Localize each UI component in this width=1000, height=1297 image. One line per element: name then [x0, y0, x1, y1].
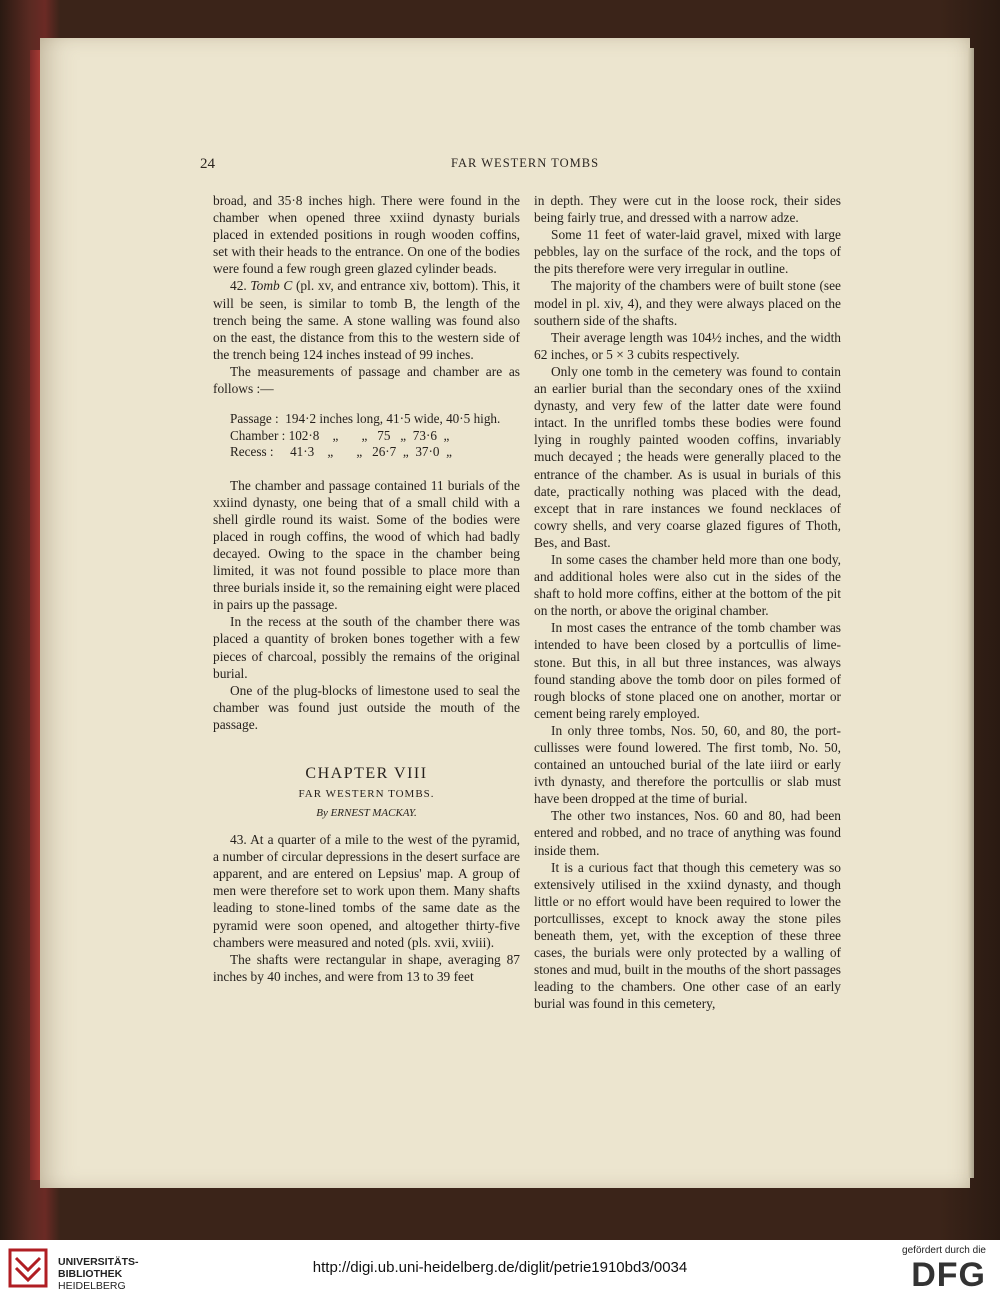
paragraph: The chamber and passage contained 11 burials of the xxiind dynasty, one being that of a small child with a shell girdle round its waist. Some of the bodies were placed in rough coffins, the wood of which had badly decayed. Owing to the space in the chamber being limited, it was not found possible to place more than three burials inside it, so the remaining eight were placed in pairs up the passage. — [213, 477, 520, 613]
paragraph: 43. At a quarter of a mile to the west of the pyramid, a number of circular depressions in the desert surface are apparent, and are entered on Lepsius' map. A group of men were therefore set to work upon them. Many shafts leading to stone-lined tombs of the same date as the pyramid were soon opened, and altogether thirty-five chambers were measured and noted (pls. xvii, xviii). — [213, 832, 520, 950]
paragraph: The measurements of passage and chamber are as follows :— — [213, 363, 520, 397]
page-number: 24 — [200, 156, 215, 172]
paragraph: In most cases the entrance of the tomb chamber was intended to have been closed by a portcullis of lime-stone. But this, in all but three instances, was always found standing above the tomb door on piles formed of rough blocks of stone placed one on another, mortar or cement being rarely employed. — [534, 620, 841, 721]
paragraph: In some cases the chamber held more than one body, and additional holes were also cut in the sides of the shaft to hold more coffins, either at the bottom of the pit on the north, or above the original chamber. — [534, 551, 841, 619]
running-title: FAR WESTERN TOMBS — [450, 156, 600, 170]
running-head — [200, 156, 850, 176]
page-edge — [968, 48, 974, 1178]
chapter-number: CHAPTER VIII — [305, 765, 428, 783]
measurement-row: Recess : 41·3 „ „ 26·7 „ 37·0 „ — [230, 444, 452, 460]
paragraph: Some 11 feet of water-laid gravel, mixed with large pebbles, lay on the surface of the rock, and the tops of the pits therefore were very irregular in outline. — [534, 227, 841, 277]
paragraph: One of the plug-blocks of limestone used to seal the chamber was found just outside the mouth of the passage. — [213, 682, 520, 732]
paragraph: broad, and 35·8 inches high. There were found in the chamber when opened three xxiind dynasty burials placed in extended positions in rough wooden coffins, set with their heads to the entrance. On one of the bodies were found a few rough green glazed cylinder beads. — [213, 193, 520, 277]
paragraph: It is a curious fact that though this cemetery was so extensively utilised in the xxiind dynasty, and though little or no effort would have been required to lower the portcullisses, except to knock away the stone piles beneath them, yet, with the exception of these three cases, the burials were only protected by a walling of stones and mud, built in the mouths of the short passages leading to the chambers. One other case of an early burial was found in this cemetery, — [534, 859, 841, 1012]
chapter-author: By ERNEST MACKAY. — [316, 807, 417, 820]
paragraph: In the recess at the south of the chamber there was placed a quantity of broken bones together with a few pieces of charcoal, possibly the remains of the original burial. — [213, 614, 520, 681]
paragraph: The majority of the chambers were of built stone (see model in pl. xiv, 4), and they were always placed on the southern side of the shafts. — [534, 278, 841, 328]
paragraph: 42. Tomb C (pl. xv, and entrance xiv, bottom). This, it will be seen, is similar to tomb B, the length of the trench being the same. A stone walling was found also on the east, the distance from this to the western side of the trench being 124 inches instead of 99 inches. — [213, 278, 520, 362]
chapter-title: FAR WESTERN TOMBS. — [298, 788, 435, 801]
tomb-c-title: Tomb C — [250, 278, 293, 294]
measurement-row: Chamber : 102·8 „ „ 75 „ 73·6 „ — [230, 427, 450, 443]
paragraph: In only three tombs, Nos. 50, 60, and 80, the port-cullisses were found lowered. The first tomb, No. 50, contained an untouched burial of the late iiird or early ivth dynasty, and therefore the portcullis or slab must have been dropped at the time of burial. — [534, 722, 841, 807]
library-name: UNIVERSITÄTS- BIBLIOTHEK HEIDELBERG — [58, 1256, 139, 1292]
permalink-url[interactable]: http://digi.ub.uni-heidelberg.de/diglit/petrie1910bd3/0034 — [312, 1259, 688, 1276]
right-column — [534, 192, 841, 1013]
measurement-row: Passage : 194·2 inches long, 41·5 wide, 40·5 high. — [230, 411, 501, 427]
paragraph: The other two instances, Nos. 60 and 80, had been entered and robbed, and no trace of anything was found inside them. — [534, 808, 841, 858]
paragraph: The shafts were rectangular in shape, averaging 87 inches by 40 inches, and were from 13 to 39 feet — [213, 951, 520, 984]
measurements-table — [230, 411, 520, 461]
paragraph: in depth. They were cut in the loose rock, their sides being fairly true, and dressed with a narrow adze. — [534, 193, 841, 226]
digitization-footer — [0, 1240, 1000, 1297]
dfg-logo: DFG — [911, 1256, 986, 1294]
left-column — [213, 192, 520, 985]
funding-note: gefördert durch die — [902, 1245, 986, 1256]
chapter-heading — [213, 763, 520, 823]
paragraph: Their average length was 104½ inches, and the width 62 inches, or 5 × 3 cubits respectively. — [534, 329, 841, 362]
paragraph: Only one tomb in the cemetery was found to contain an earlier burial than the secondary ones of the xxiind dynasty, and very few of the latter date were found intact. In the unrifled tombs these bodies were found lying in roughly painted wooden coffins, invariably much decayed ; the heads were generally placed to the entrance of the chamber. As is usual in burials of this date, practically nothing was placed with the dead, except that in rare instances we found necklaces of cowry shells, and very coarse glazed figures of Thoth, Bes, and Bast. — [534, 363, 841, 550]
